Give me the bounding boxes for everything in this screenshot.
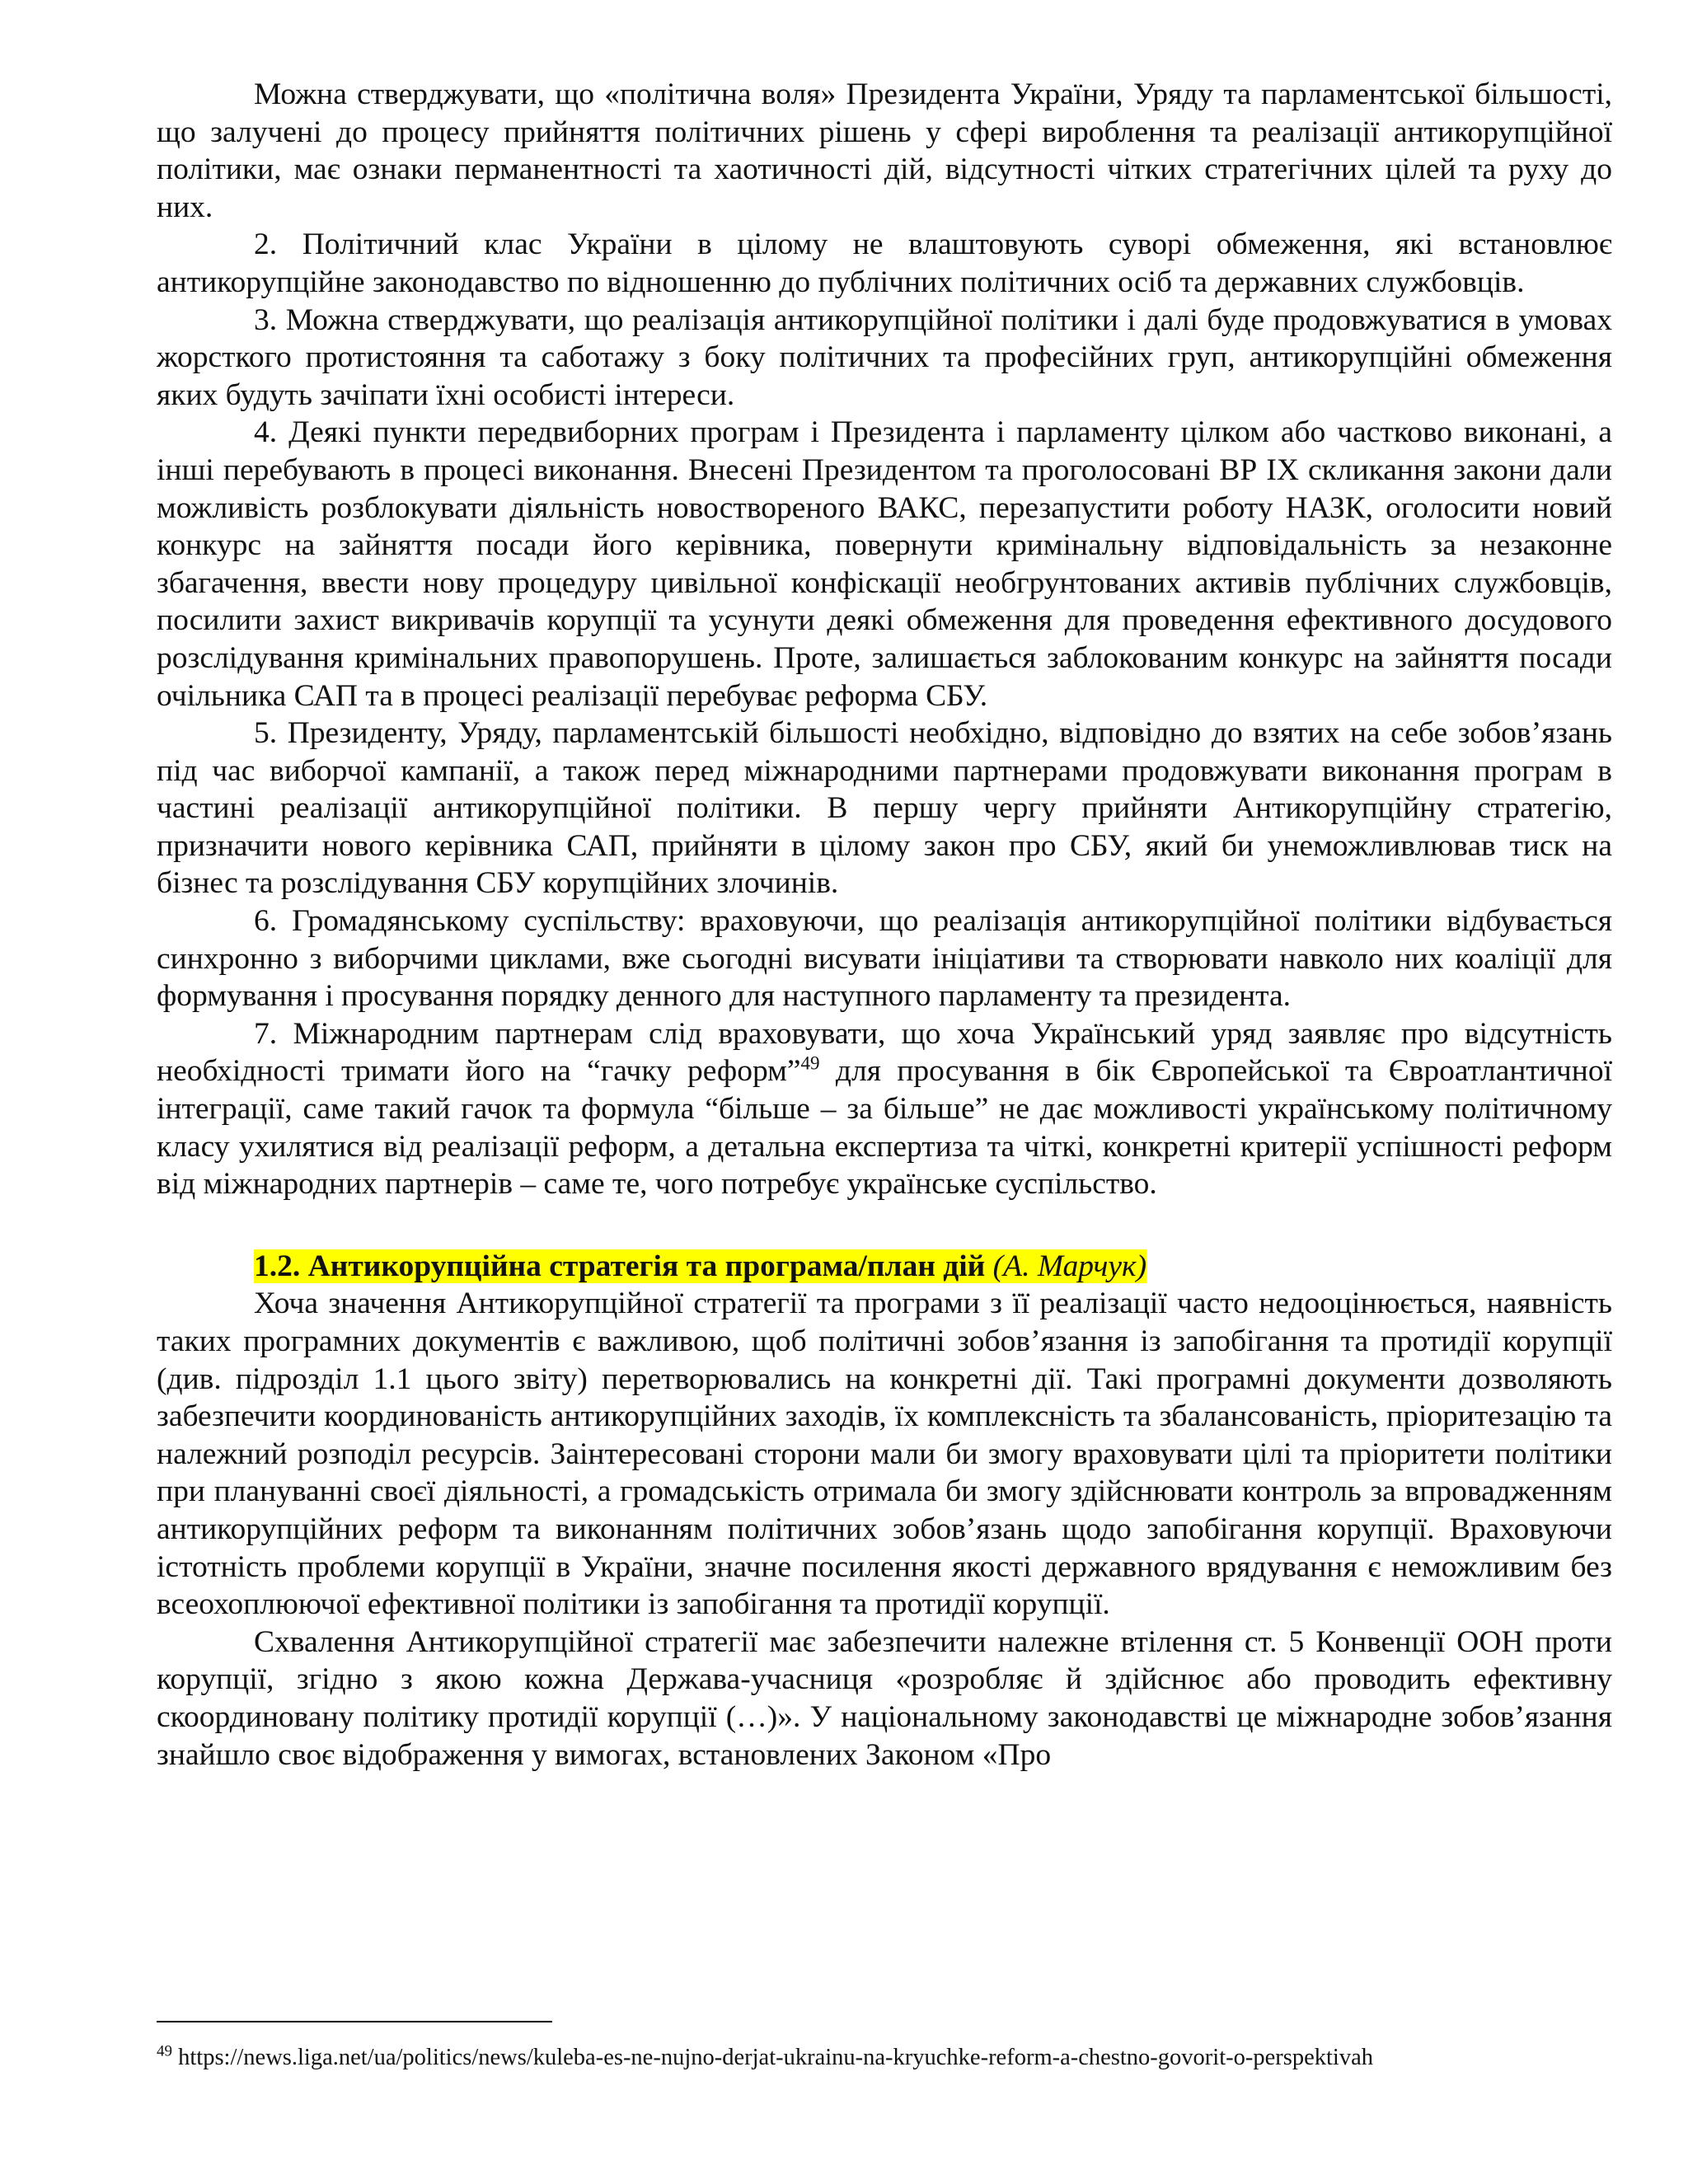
paragraph-intro: Можна стверджувати, що «політична воля» Президента України, Уряду та парламентської більшості, що залучені до процесу прийняття політичних рішень у сфері вироблення та реалізації антикорупційної політики, має ознаки перманентності та хаотичності дій, відсутності чітких стратегічних цілей та руху до них. <box>157 77 1612 224</box>
section-heading-highlight <box>254 1249 1146 1283</box>
paragraph-7 <box>157 1015 1612 1203</box>
paragraph-strategy-importance: Хоча значення Антикорупційної стратегії та програми з її реалізації часто недооцінюється, наявність таких програмних документів є важливою, щоб політичні зобов’язання із запобігання та протидії корупції (див. підрозділ 1.1 цього звіту) перетворювались на конкретні дії. Такі програмні документи дозволяють забезпечити координованість антикорупційних заходів, їх комплексність та збалансованість, пріоритезацію та належний розподіл ресурсів. Заінтересовані сторони мали би змогу враховувати цілі та пріоритети політики при плануванні своєї діяльності, а громадськість отримала би змогу здійснювати контроль за впровадженням антикорупційних реформ та виконанням політичних зобов’язань щодо запобігання корупції. Враховуючи істотність проблеми корупції в України, значне посилення якості державного врядування є неможливим без всеохоплюючої ефективної політики із запобігання та протидії корупції. <box>157 1286 1612 1622</box>
paragraph-7-after: для просування в бік Європейської та Євроатлантичної інтеграції, саме такий гачок та формула “більше – за більше” не дає можливості українському політичному класу ухилятися від реалізації реформ, а детальна експертиза та чіткі, конкретні критерії успішності реформ від міжнародних партнерів – саме те, чого потребує українське суспільство. <box>157 1054 1612 1202</box>
paragraph-2: 2. Політичний клас України в цілому не влаштовують суворі обмеження, які встановлює антикорупційне законодавство по відношенню до публічних політичних осіб та державних службовців. <box>157 227 1612 299</box>
section-heading <box>157 1248 1612 1286</box>
section-author: (А. Марчук) <box>992 1249 1147 1283</box>
footnote-49 <box>157 2044 1640 2072</box>
footnote-ref-49[interactable]: 49 <box>800 1052 820 1074</box>
body-text <box>157 76 1612 1774</box>
paragraph-6: 6. Громадянському суспільству: враховуючи, що реалізація антикорупційної політики відбувається синхронно з виборчими циклами, вже сьогодні висувати ініціативи та створювати навколо них коаліції для формування і просування порядку денного для наступного парламенту та президента. <box>157 904 1612 1014</box>
footnote-number: 49 <box>157 2042 172 2060</box>
footnote-link[interactable]: https://news.liga.net/ua/politics/news/kuleba-es-ne-nujno-derjat-ukrainu-na-kryuchke-reform-a-chestno-govorit-o-perspektivah <box>172 2045 1373 2070</box>
paragraph-3: 3. Можна стверджувати, що реалізація антикорупційної політики і далі буде продовжуватися в умовах жорсткого протистояння та саботажу з боку політичних та професійних груп, антикорупційні обмеження яких будуть зачіпати їхні особисті інтереси. <box>157 302 1612 412</box>
paragraph-strategy-approval: Схвалення Антикорупційної стратегії має забезпечити належне втілення ст. 5 Конвенції ООН проти корупції, згідно з якою кожна Держава-учасниця «розробляє й здійснює або проводить ефективну скоординовану політику протидії корупції (…)». У національному законодавстві це міжнародне зобов’язання знайшло своє відображення у вимогах, встановлених Законом «Про <box>157 1624 1612 1772</box>
paragraph-7-before: 7. Міжнародним партнерам слід враховувати, що хоча Український уряд заявляє про відсутність необхідності тримати його на “гачку реформ” <box>157 1016 1612 1089</box>
footnote-divider <box>157 2021 552 2022</box>
section-title: 1.2. Антикорупційна стратегія та програма/план дій <box>254 1249 986 1283</box>
paragraph-4: 4. Деякі пункти передвиборних програм і Президента і парламенту цілком або частково виконані, а інші перебувають в процесі виконання. Внесені Президентом та проголосовані ВР IX скликання закони дали можливість розблокувати діяльність новоствореного ВАКС, перезапустити роботу НАЗК, оголосити новий конкурс на зайняття посади його керівника, повернути кримінальну відповідальність за незаконне збагачення, ввести нову процедуру цивільної конфіскації необгрунтованих активів публічних службовців, посилити захист викривачів корупції та усунути деякі обмеження для проведення ефективного досудового розслідування кримінальних правопорушень. Проте, залишається заблокованим конкурс на зайняття посади очільника САП та в процесі реалізації перебуває реформа СБУ. <box>157 415 1612 713</box>
section-spacer <box>157 1203 1612 1248</box>
paragraph-5: 5. Президенту, Уряду, парламентській більшості необхідно, відповідно до взятих на себе зобов’язань під час виборчої кампанії, а також перед міжнародними партнерами продовжувати виконання програм в частині реалізації антикорупційної політики. В першу чергу прийняти Антикорупційну стратегію, призначити нового керівника САП, прийняти в цілому закон про СБУ, який би унеможливлював тиск на бізнес та розслідування СБУ корупційних злочинів. <box>157 716 1612 901</box>
